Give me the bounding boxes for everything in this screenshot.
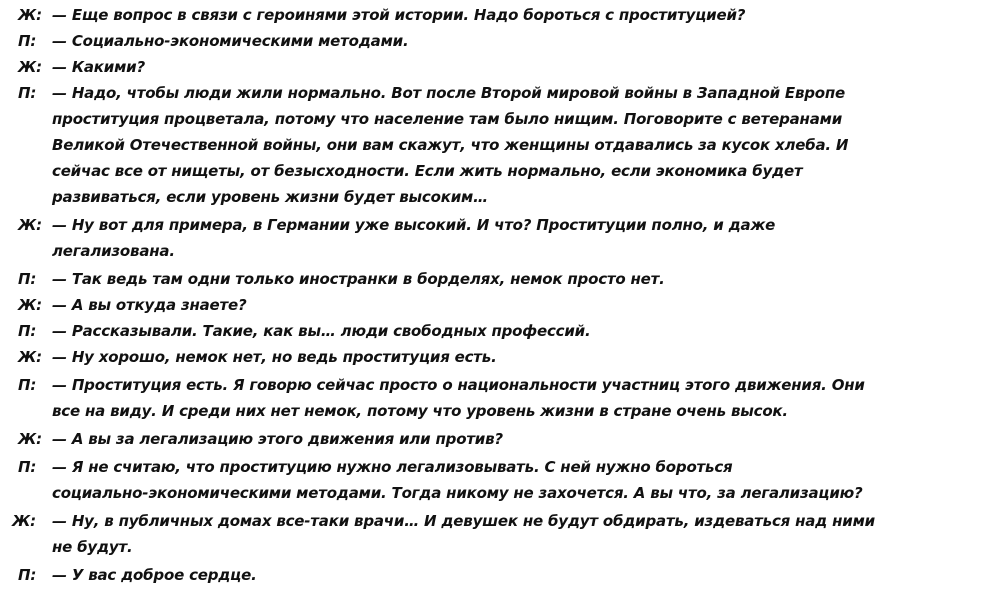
dialogue-line: — Надо, чтобы люди жили нормально. Вот после Второй мировой войны в Западной Европе [52,84,846,102]
speaker-label: Ж: [18,6,42,24]
dialogue-line: — Ну вот для примера, в Германии уже высокий. И что? Проституции полно, и даже [52,216,776,234]
speaker-label: П: [18,84,37,102]
speaker-label: П: [18,566,37,584]
speaker-label: Ж: [18,216,42,234]
dialogue-line: — Рассказывали. Такие, как вы… люди свободных профессий. [52,322,591,340]
speaker-label: П: [18,458,37,476]
dialogue-line: не будут. [52,538,133,556]
dialogue-line: — Социально-экономическими методами. [52,32,409,50]
dialogue-line: — А вы за легализацию этого движения или против? [52,430,503,448]
dialogue-line: социально-экономическими методами. Тогда никому не захочется. А вы что, за легализацию? [52,484,863,502]
dialogue-line: — У вас доброе сердце. [52,566,257,584]
dialogue-line: проституция процветала, потому что население там было нищим. Поговорите с ветеранами [52,110,843,128]
dialogue-line: — Так ведь там одни только иностранки в борделях, немок просто нет. [52,270,665,288]
dialogue-line: сейчас все от нищеты, от безысходности. Если жить нормально, если экономика будет [52,162,803,180]
speaker-label: Ж: [18,430,42,448]
speaker-label: П: [18,376,37,394]
speaker-label: Ж: [18,296,42,314]
speaker-label: Ж: [12,512,36,530]
speaker-label: Ж: [18,348,42,366]
dialogue-line: — Ну хорошо, немок нет, но ведь проституция есть. [52,348,497,366]
dialogue-line: легализована. [52,242,175,260]
speaker-label: Ж: [18,58,42,76]
dialogue-line: — Я не считаю, что проституцию нужно легализовывать. С ней нужно бороться [52,458,733,476]
dialogue-line: — Проституция есть. Я говорю сейчас просто о национальности участниц этого движения. Они [52,376,865,394]
dialogue-line: — А вы откуда знаете? [52,296,247,314]
dialogue-line: — Еще вопрос в связи с героинями этой истории. Надо бороться с проституцией? [52,6,746,24]
speaker-label: П: [18,270,37,288]
dialogue-line: Великой Отечественной войны, они вам скажут, что женщины отдавались за кусок хлеба. И [52,136,849,154]
dialogue-line: — Какими? [52,58,145,76]
dialogue-line: развиваться, если уровень жизни будет высоким… [52,188,488,206]
dialogue-line: все на виду. И среди них нет немок, потому что уровень жизни в стране очень высок. [52,402,788,420]
speaker-label: П: [18,322,37,340]
dialogue-line: — Ну, в публичных домах все-таки врачи… И девушек не будут обдирать, издеваться над ними [52,512,875,530]
speaker-label: П: [18,32,37,50]
